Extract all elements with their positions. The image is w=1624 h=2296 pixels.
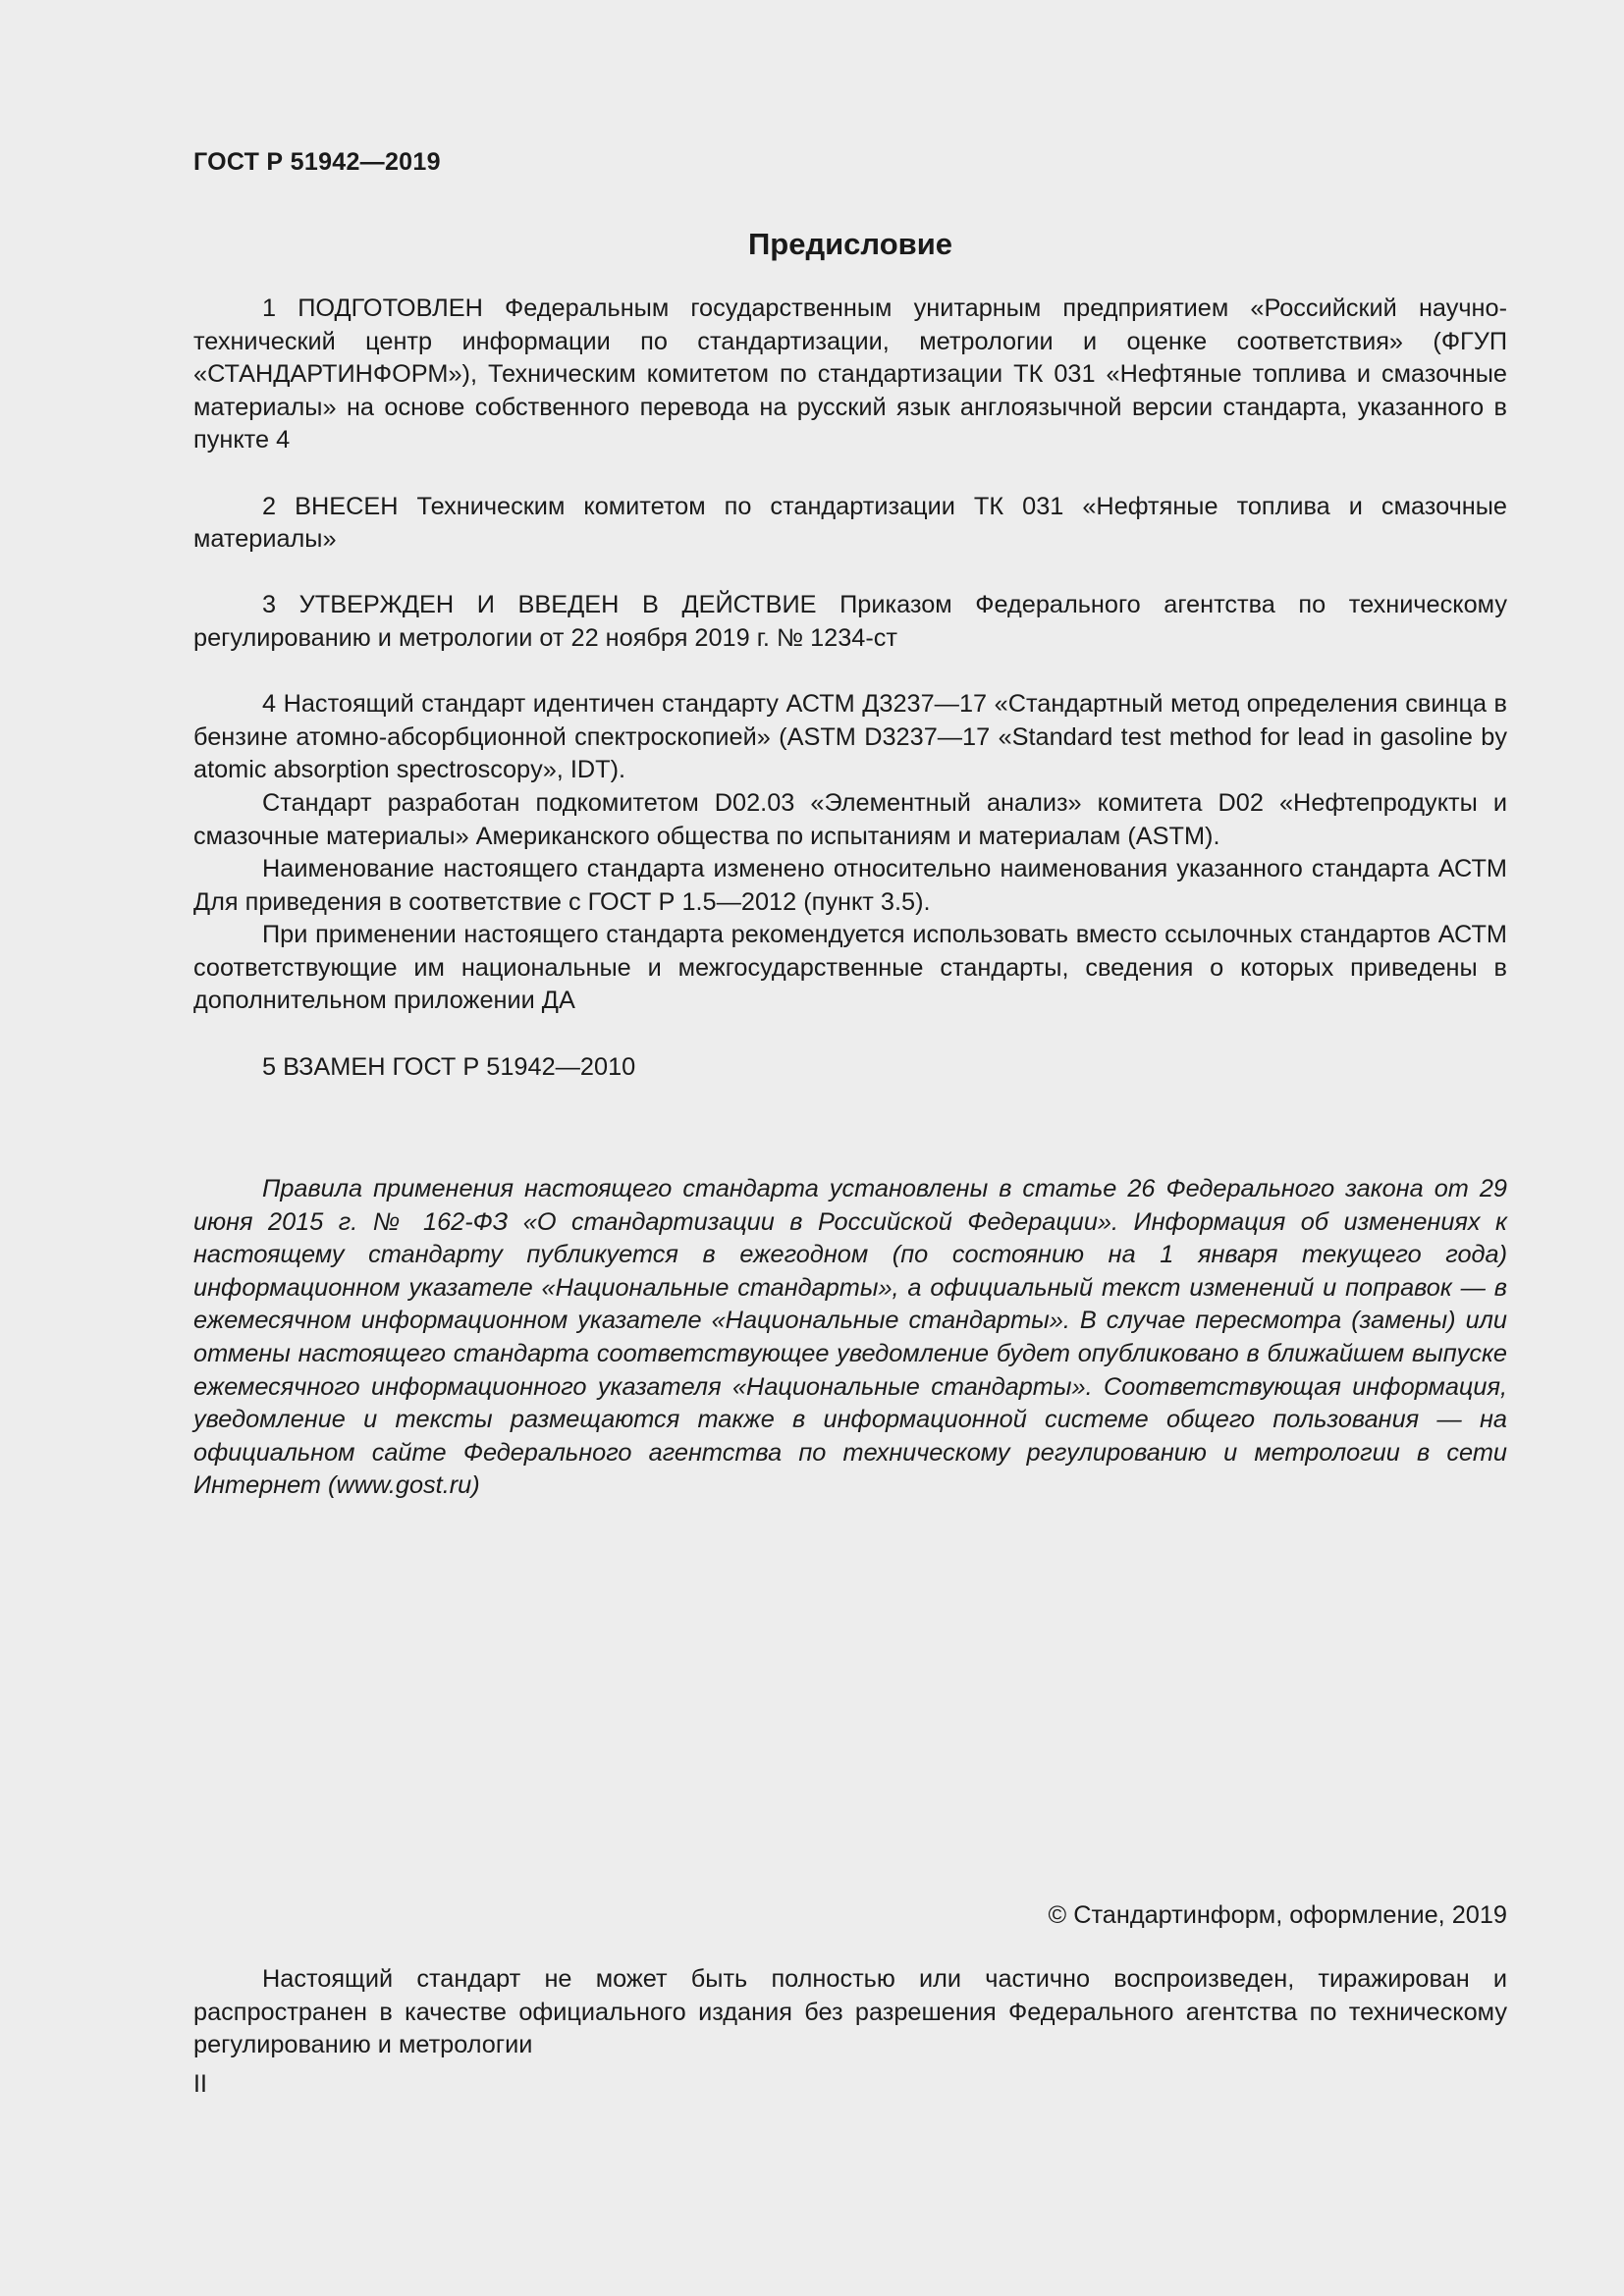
- foreword-body: [193, 293, 1507, 1084]
- reproduction-notice: [193, 1963, 1507, 2062]
- notice-text: Правила применения настоящего стандарта установлены в статье 26 Федерального закона от 29 июня 2015 г. № 162-ФЗ «О стандартизации в Российской Федерации». Информация об изменениях к настоящему стандарту публикуется в ежегодном (по состоянию на 1 января текущего года) информационном указателе «Национальные стандарты», а официальный текст изменений и поправок — в ежемесячном информационном указателе «Национальные стандарты». В случае пересмотра (замены) или отмены настоящего стандарта соответствующее уведомление будет опубликовано в ближайшем выпуске ежемесячного информационного указателя «Национальные стандарты». Соответствующая информация, уведомление и тексты размещаются также в информационной системе общего пользования — на официальном сайте Федерального агентства по техническому регулированию и метрологии в сети Интернет (www.gost.ru): [193, 1175, 1507, 1500]
- document-page: [193, 0, 1507, 2296]
- copyright-line: © Стандартинформ, оформление, 2019: [1048, 1901, 1507, 1929]
- document-code: ГОСТ Р 51942—2019: [193, 148, 441, 176]
- section-2-introduced: 2 ВНЕСЕН Техническим комитетом по стандартизации ТК 031 «Нефтяные топлива и смазочные материалы»: [193, 492, 1507, 554]
- section-1-prepared: 1 ПОДГОТОВЛЕН Федеральным государственным унитарным предприятием «Российский научно-технический центр информации по стандартизации, метрологии и оценке соответствия» (ФГУП «СТАНДАРТИНФОРМ»), Техническим комитетом по стандартизации ТК 031 «Нефтяные топлива и смазочные материалы» на основе собственного перевода на русский язык англоязычной версии стандарта, указанного в пункте 4: [193, 294, 1507, 454]
- section-4-references: При применении настоящего стандарта рекомендуется использовать вместо ссылочных стандартов АСТМ соответствующие им национальные и межгосударственные стандарты, сведения о которых приведены в дополнительном приложении ДА: [193, 921, 1507, 1015]
- section-3-approved: 3 УТВЕРЖДЕН И ВВЕДЕН В ДЕЙСТВИЕ Приказом Федерального агентства по техническому регулированию и метрологии от 22 ноября 2019 г. № 1234-ст: [193, 591, 1507, 652]
- page-number: II: [193, 2070, 207, 2098]
- section-5-replaces: 5 ВЗАМЕН ГОСТ Р 51942—2010: [262, 1052, 636, 1081]
- page-title: Предисловие: [747, 227, 952, 261]
- section-4-identical: 4 Настоящий стандарт идентичен стандарту АСТМ Д3237—17 «Стандартный метод определения свинца в бензине атомно-абсорбционной спектроскопией» (ASTM D3237—17 «Standard test method for lead in gasoline by atomic absorption spectroscopy», IDT).: [193, 690, 1507, 784]
- section-4-developed-by: Стандарт разработан подкомитетом D02.03 «Элементный анализ» комитета D02 «Нефтепродукты и смазочные материалы» Американского общества по испытаниям и материалам (ASTM).: [193, 788, 1507, 850]
- section-4-name-changed: Наименование настоящего стандарта изменено относительно наименования указанного стандарта АСТМ Для приведения в соответствие с ГОСТ Р 1.5—2012 (пункт 3.5).: [193, 855, 1507, 916]
- application-rules-notice: [193, 1173, 1507, 1503]
- legal-text: Настоящий стандарт не может быть полностью или частично воспроизведен, тиражирован и распространен в качестве официального издания без разрешения Федерального агентства по техническому регулированию и метрологии: [193, 1965, 1507, 2059]
